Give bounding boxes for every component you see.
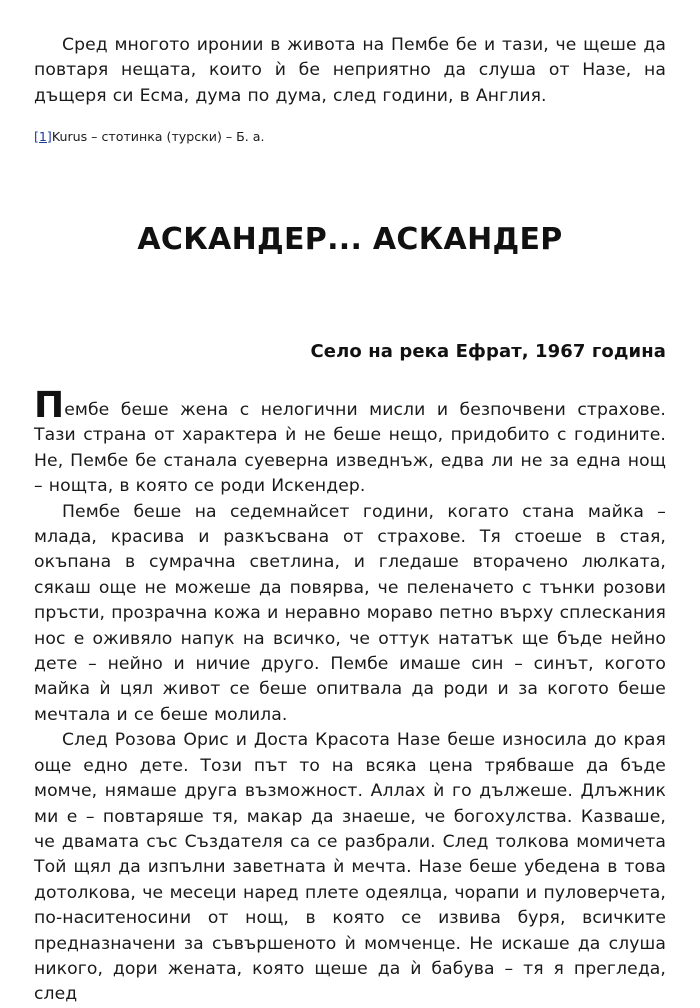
footnote <box>34 129 265 145</box>
body-paragraph-2: Пембе беше на седемнайсет години, когато стана майка – млада, красива и разкъсвана от страхове. Тя стоеше в стая, окъпана в сумрачна светлина, и гледаше вторачено люлката, сякаш още не можеше да повярва, че пеленачето с тънки розови пръсти, прозрачна кожа и неравно мораво петно върху сплескания нос е оживяло напук на всичко, че оттук нататък ще бъде нейно дете – нейно и ничие друго. Пембе имаше син – синът, когото майка ѝ цял живот се беше опитвала да роди и за когото беше мечтала и се беше молила. <box>34 501 666 725</box>
footnote-text: Kurus – стотинка (турски) – Б. а. <box>51 129 265 144</box>
book-page <box>34 0 666 1005</box>
footnote-ref-link[interactable]: [1] <box>34 129 52 144</box>
drop-cap: П <box>34 385 65 426</box>
body-paragraph-1 <box>34 385 666 500</box>
body-paragraph-1-text: ембе беше жена с нелогични мисли и безпочвени страхове. Тази страна от характера ѝ не беше нещо, придобито с годините. Не, Пембе бе станала суеверна изведнъж, едва ли не за една нощ – нощта, в която се роди Искендер. <box>34 400 666 497</box>
body-paragraph-3: След Розова Орис и Доста Красота Назе беше износила до края още едно дете. Този път то на всяка цена трябваше да бъде момче, нямаше друга възможност. Аллах ѝ го дължеше. Длъжник ми е – повтаряше тя, макар да знаеше, че богохулства. Казваше, че двамата със Създателя са се разбрали. След толкова момичета Той щял да изпълни заветната ѝ мечта. Назе беше убедена в това дотолкова, че месеци наред плете одеялца, чорапи и пуловерчета, по-наситеносини от нощ, в която се извива буря, всичките предназначени за съвършеното ѝ момченце. Не искаше да слуша никого, дори жената, която щеше да ѝ бабува – тя я прегледа, след <box>34 730 666 1005</box>
chapter-subtitle: Село на река Ефрат, 1967 година <box>310 341 666 362</box>
intro-paragraph: Сред многото иронии в живота на Пембе бе и тази, че щеше да повтаря нещата, които ѝ бе неприятно да слуша от Назе, на дъщеря си Есма, дума по дума, след години, в Англия. <box>34 35 666 106</box>
chapter-title: АСКАНДЕР... АСКАНДЕР <box>137 222 563 257</box>
chapter-body <box>34 385 666 1008</box>
